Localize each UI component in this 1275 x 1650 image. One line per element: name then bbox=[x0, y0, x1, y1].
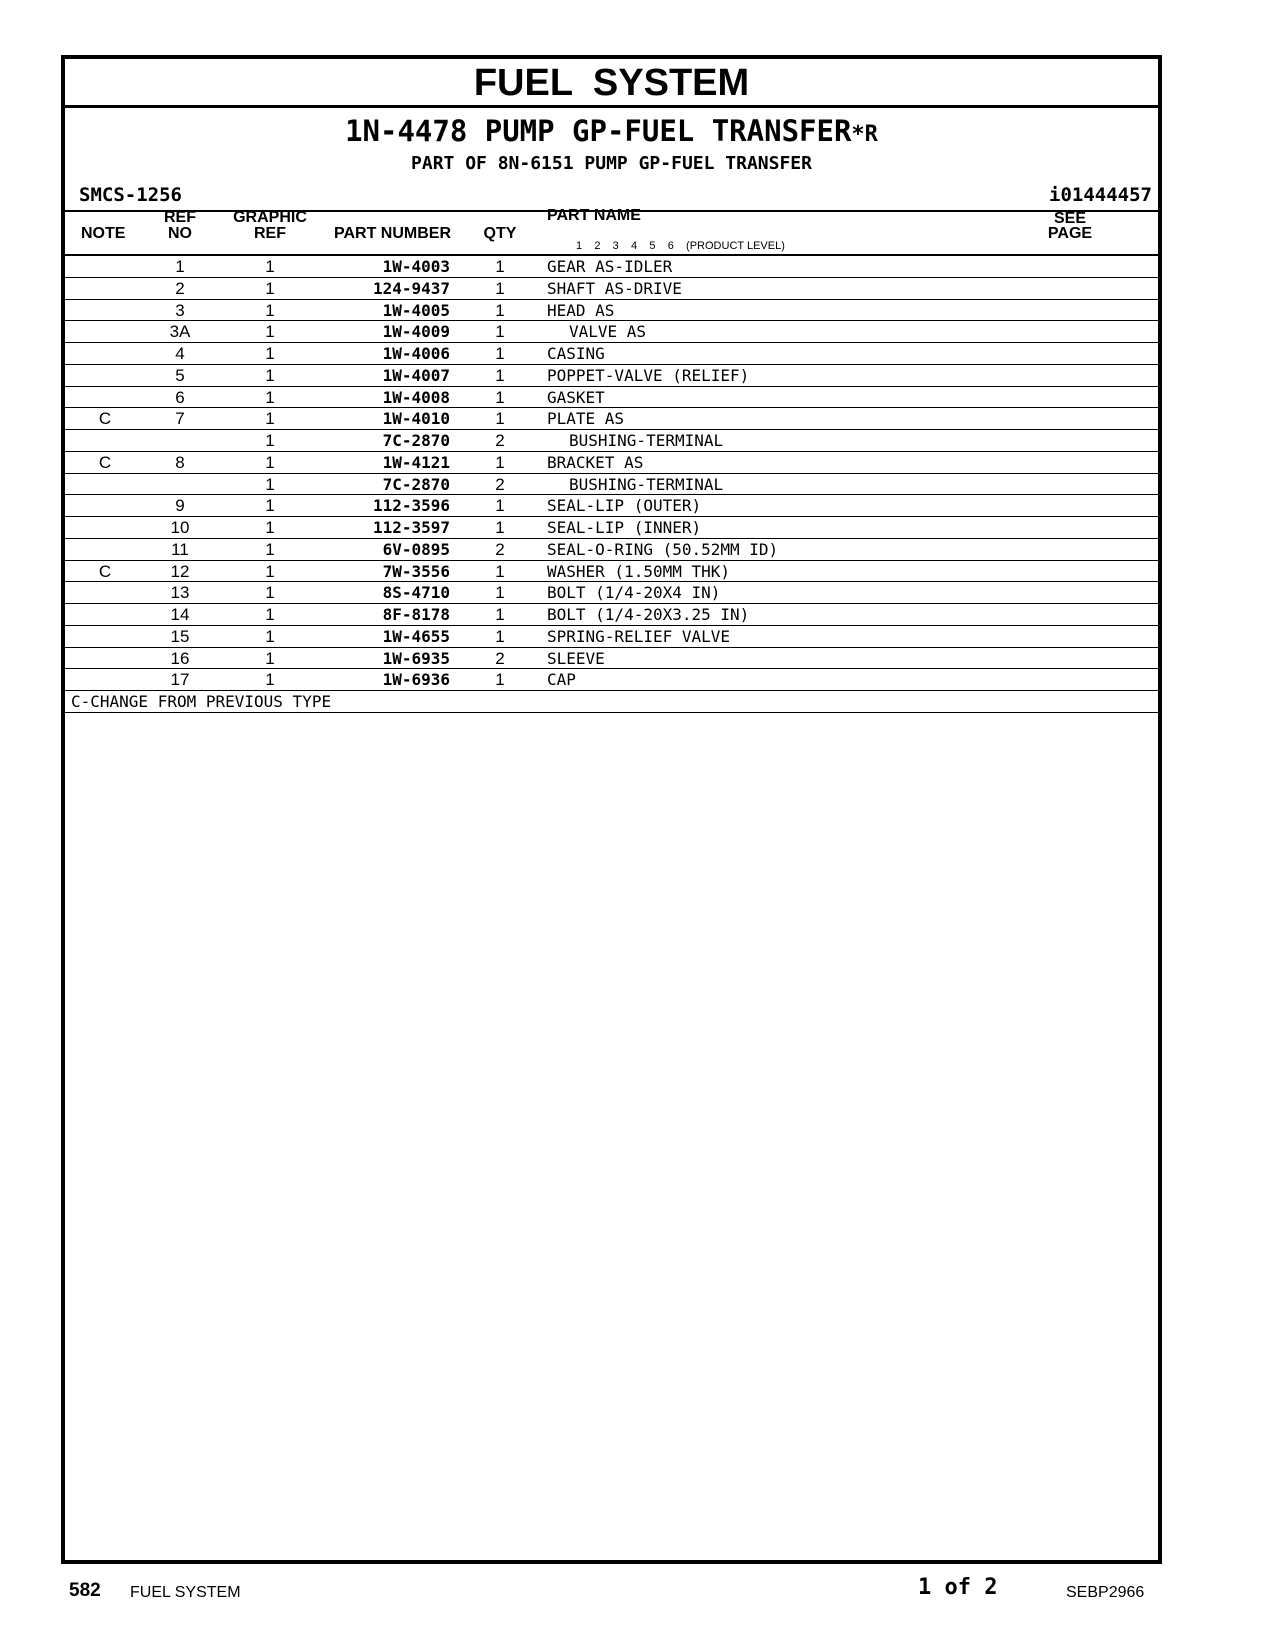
part-number-cell: 1W-4009 bbox=[382, 322, 450, 342]
product-level-scale: 1 2 3 4 5 6 (PRODUCT LEVEL) bbox=[576, 240, 785, 252]
graphic-ref-cell: 1 bbox=[265, 561, 275, 581]
graphic-ref-cell: 1 bbox=[265, 431, 275, 450]
part-number-cell: 8S-4710 bbox=[382, 583, 450, 603]
table-row bbox=[65, 256, 1158, 278]
graphic-ref-cell: 1 bbox=[265, 278, 275, 298]
part-name-cell: POPPET-VALVE (RELIEF) bbox=[547, 365, 750, 385]
part-number-cell: 8F-8178 bbox=[382, 605, 450, 624]
table-row bbox=[65, 669, 1158, 691]
part-number-cell: 7C-2870 bbox=[382, 431, 450, 450]
graphic-ref-cell: 1 bbox=[265, 387, 275, 407]
part-name-cell: SEAL-O-RING (50.52MM ID) bbox=[547, 539, 779, 559]
group-subtitle: PART OF 8N-6151 PUMP GP-FUEL TRANSFER bbox=[411, 153, 812, 174]
footer-section: FUEL SYSTEM bbox=[130, 1584, 241, 1601]
col-header-part-number: PART NUMBER bbox=[333, 225, 451, 242]
qty-cell: 1 bbox=[495, 583, 505, 603]
ref-no-cell: 2 bbox=[175, 278, 185, 298]
part-name-cell: VALVE AS bbox=[569, 322, 647, 342]
part-name-cell: CASING bbox=[547, 344, 605, 363]
ref-no-cell: 16 bbox=[170, 648, 190, 668]
graphic-ref-cell: 1 bbox=[265, 626, 275, 646]
part-number-cell: 124-9437 bbox=[372, 278, 450, 298]
part-number-cell: 7W-3556 bbox=[382, 561, 450, 581]
col-header-graphic-2: REF bbox=[254, 225, 286, 242]
part-number-cell: 6V-0895 bbox=[382, 539, 450, 559]
part-name-cell: GASKET bbox=[547, 387, 605, 407]
qty-cell: 2 bbox=[495, 539, 505, 559]
part-name-cell: BOLT (1/4-20X4 IN) bbox=[547, 583, 721, 603]
part-name-cell: BOLT (1/4-20X3.25 IN) bbox=[547, 605, 750, 624]
qty-cell: 1 bbox=[495, 387, 505, 407]
footer-doc-id: SEBP2966 bbox=[1066, 1584, 1145, 1601]
qty-cell: 1 bbox=[495, 626, 505, 646]
part-name-cell: BUSHING-TERMINAL bbox=[569, 474, 724, 494]
part-number-cell: 1W-4007 bbox=[382, 365, 450, 385]
ref-no-cell: 7 bbox=[175, 409, 185, 429]
part-number-cell: 1W-6936 bbox=[382, 670, 450, 690]
table-row bbox=[65, 582, 1158, 604]
col-header-note: NOTE bbox=[81, 225, 126, 242]
ref-no-cell: 9 bbox=[175, 496, 185, 516]
qty-cell: 1 bbox=[495, 605, 505, 624]
table-row bbox=[65, 474, 1158, 496]
graphic-ref-cell: 1 bbox=[265, 496, 275, 516]
qty-cell: 1 bbox=[495, 257, 505, 276]
qty-cell: 2 bbox=[495, 431, 505, 450]
qty-cell: 1 bbox=[495, 518, 505, 537]
part-name-cell: SLEEVE bbox=[547, 648, 605, 668]
qty-cell: 1 bbox=[495, 300, 505, 320]
qty-cell: 1 bbox=[495, 670, 505, 690]
table-row bbox=[65, 561, 1158, 583]
ref-no-cell: 15 bbox=[170, 626, 190, 646]
col-header-see-2: PAGE bbox=[1047, 225, 1093, 242]
ref-no-cell: 1 bbox=[175, 257, 185, 276]
graphic-ref-cell: 1 bbox=[265, 257, 275, 276]
qty-cell: 1 bbox=[495, 322, 505, 342]
ref-no-cell: 4 bbox=[175, 344, 185, 363]
part-name-cell: SEAL-LIP (INNER) bbox=[547, 518, 702, 537]
table-row bbox=[65, 430, 1158, 452]
qty-cell: 2 bbox=[495, 648, 505, 668]
part-number-cell: 1W-4003 bbox=[382, 257, 450, 276]
table-row bbox=[65, 604, 1158, 626]
graphic-ref-cell: 1 bbox=[265, 409, 275, 429]
qty-cell: 2 bbox=[495, 474, 505, 494]
qty-cell: 1 bbox=[495, 561, 505, 581]
part-number-cell: 112-3596 bbox=[372, 496, 450, 516]
graphic-ref-cell: 1 bbox=[265, 583, 275, 603]
group-title-text: 1N-4478 PUMP GP-FUEL TRANSFER bbox=[345, 114, 852, 148]
table-row bbox=[65, 408, 1158, 430]
footnote-row bbox=[65, 691, 1158, 713]
ref-no-cell: 3A bbox=[169, 322, 191, 342]
part-number-cell: 1W-4008 bbox=[382, 387, 450, 407]
ref-no-cell: 11 bbox=[171, 539, 189, 559]
table-row bbox=[65, 278, 1158, 300]
footer-page-number: 582 bbox=[69, 1580, 101, 1601]
table-row bbox=[65, 343, 1158, 365]
part-name-cell: BUSHING-TERMINAL bbox=[569, 431, 724, 450]
table-row bbox=[65, 452, 1158, 474]
graphic-ref-cell: 1 bbox=[265, 539, 275, 559]
col-header-qty: QTY bbox=[483, 225, 517, 242]
ref-no-cell: 6 bbox=[175, 387, 185, 407]
part-name-cell: WASHER (1.50MM THK) bbox=[547, 561, 731, 581]
col-header-graphic-1: GRAPHIC bbox=[233, 209, 307, 226]
footnote-text: C-CHANGE FROM PREVIOUS TYPE bbox=[71, 692, 332, 711]
note-cell: C bbox=[98, 561, 112, 581]
table-row bbox=[65, 387, 1158, 409]
part-name-cell: PLATE AS bbox=[547, 409, 625, 429]
group-title bbox=[65, 114, 1158, 152]
part-name-cell: BRACKET AS bbox=[547, 452, 644, 472]
part-number-cell: 1W-4006 bbox=[382, 344, 450, 363]
part-number-cell: 112-3597 bbox=[372, 518, 450, 537]
graphic-ref-cell: 1 bbox=[265, 300, 275, 320]
graphic-ref-cell: 1 bbox=[265, 474, 275, 494]
note-cell: C bbox=[98, 452, 112, 472]
graphic-ref-cell: 1 bbox=[265, 365, 275, 385]
graphic-ref-cell: 1 bbox=[265, 670, 275, 690]
part-number-cell: 1W-4121 bbox=[382, 452, 450, 472]
graphic-ref-cell: 1 bbox=[265, 518, 275, 537]
part-name-cell: GEAR AS-IDLER bbox=[547, 257, 673, 276]
qty-cell: 1 bbox=[495, 452, 505, 472]
qty-cell: 1 bbox=[495, 365, 505, 385]
qty-cell: 1 bbox=[495, 344, 505, 363]
section-title: FUEL SYSTEM bbox=[65, 59, 1158, 108]
part-number-cell: 1W-4005 bbox=[382, 300, 450, 320]
qty-cell: 1 bbox=[495, 409, 505, 429]
table-row bbox=[65, 626, 1158, 648]
note-cell: C bbox=[98, 409, 112, 429]
page-frame bbox=[61, 55, 1162, 1564]
part-name-cell: SPRING-RELIEF VALVE bbox=[547, 626, 731, 646]
table-row bbox=[65, 517, 1158, 539]
part-name-cell: HEAD AS bbox=[547, 300, 615, 320]
ref-no-cell: 8 bbox=[175, 452, 185, 472]
graphic-ref-cell: 1 bbox=[265, 322, 275, 342]
part-number-cell: 1W-4010 bbox=[382, 409, 450, 429]
ref-no-cell: 10 bbox=[170, 518, 190, 537]
footer-pagination: 1 of 2 bbox=[918, 1575, 998, 1600]
part-name-cell: CAP bbox=[547, 670, 576, 690]
qty-cell: 1 bbox=[495, 278, 505, 298]
graphic-ref-cell: 1 bbox=[265, 344, 275, 363]
part-name-cell: SEAL-LIP (OUTER) bbox=[547, 496, 702, 516]
ref-no-cell: 13 bbox=[170, 583, 190, 603]
ref-no-cell: 17 bbox=[170, 670, 190, 690]
ref-no-cell: 12 bbox=[170, 561, 190, 581]
illustration-id: i01444457 bbox=[1049, 184, 1152, 206]
ref-no-cell: 5 bbox=[175, 365, 185, 385]
graphic-ref-cell: 1 bbox=[265, 452, 275, 472]
table-row bbox=[65, 648, 1158, 670]
ref-no-cell: 14 bbox=[170, 605, 190, 624]
part-number-cell: 1W-4655 bbox=[382, 626, 450, 646]
graphic-ref-cell: 1 bbox=[265, 605, 275, 624]
smcs-code: SMCS-1256 bbox=[79, 184, 182, 206]
table-row bbox=[65, 539, 1158, 561]
part-number-cell: 1W-6935 bbox=[382, 648, 450, 668]
parts-table bbox=[65, 256, 1158, 713]
part-number-cell: 7C-2870 bbox=[382, 474, 450, 494]
table-row bbox=[65, 365, 1158, 387]
table-row bbox=[65, 300, 1158, 322]
col-header-see-1: SEE bbox=[1053, 210, 1086, 227]
col-header-ref-2: NO bbox=[168, 225, 192, 242]
graphic-ref-cell: 1 bbox=[265, 648, 275, 668]
ref-no-cell: 3 bbox=[175, 300, 185, 320]
qty-cell: 1 bbox=[495, 496, 505, 516]
col-header-ref-1: REF bbox=[164, 209, 196, 226]
group-title-suffix: *R bbox=[851, 122, 878, 147]
table-row bbox=[65, 321, 1158, 343]
part-name-cell: SHAFT AS-DRIVE bbox=[547, 278, 682, 298]
table-row bbox=[65, 495, 1158, 517]
col-header-part-name: PART NAME bbox=[547, 207, 641, 224]
